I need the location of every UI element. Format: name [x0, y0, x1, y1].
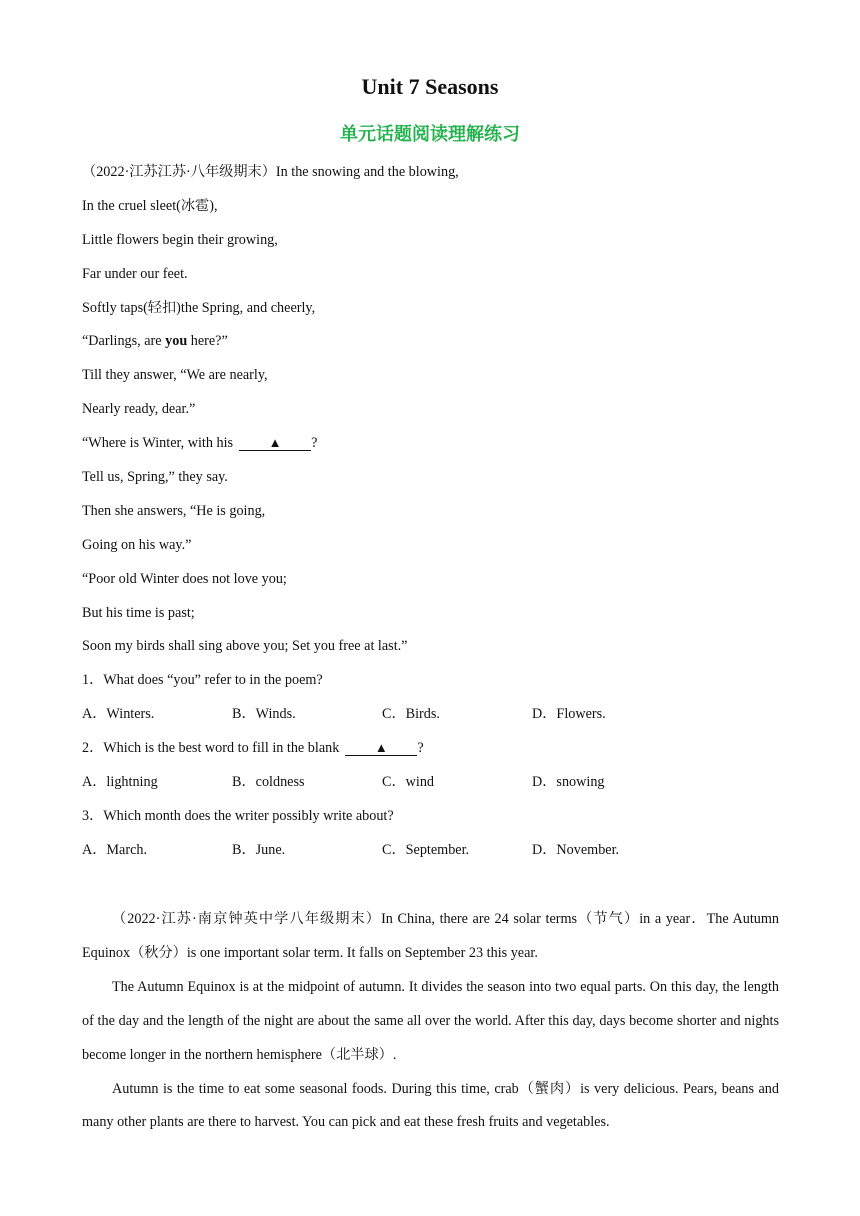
option-b: B．Winds. — [232, 706, 296, 723]
question-stem: 1．What does “you” refer to in the poem? — [82, 672, 323, 689]
poem-line: Nearly ready, dear.” — [82, 401, 196, 418]
question-options — [82, 702, 782, 736]
poem-line: Far under our feet. — [82, 265, 188, 282]
poem-line: But his time is past; — [82, 604, 195, 621]
option-d: D．Flowers. — [532, 706, 606, 723]
passage-paragraph: （2022·江苏·南京钟英中学八年级期末）In China, there are 24 solar terms（节气）in a year．The Autumn Equinox（秋分）is one important solar term. It falls on September 23 this year. — [82, 911, 779, 961]
page-subtitle: 单元话题阅读理解练习 — [340, 124, 520, 145]
passage-source: （2022·江苏·南京钟英中学八年级期末） — [112, 911, 382, 927]
option-c: C．Birds. — [382, 706, 440, 723]
poem-line: Tell us, Spring,” they say. — [82, 469, 228, 486]
poem-line: In the cruel sleet(冰雹), — [82, 197, 218, 214]
poem-line: Softly taps(轻扣)the Spring, and cheerly, — [82, 299, 316, 316]
option-d: D．snowing — [532, 774, 605, 791]
poem-line: Little flowers begin their growing, — [82, 231, 278, 248]
fill-blank: ▲ — [239, 436, 311, 451]
page-title: Unit 7 Seasons — [361, 74, 499, 99]
option-a: A．March. — [82, 841, 148, 858]
option-d: D．November. — [532, 841, 620, 858]
question-options — [82, 838, 782, 872]
emphasized-word: you — [165, 333, 188, 350]
fill-blank: ▲ — [345, 741, 417, 756]
option-a: A．Winters. — [82, 706, 155, 723]
passage-paragraph: Autumn is the time to eat some seasonal foods. During this time, crab（蟹肉）is very delicious. Pears, beans and many other plants are there to harvest. You can pick and eat these fresh fruits and vegetables. — [82, 1080, 779, 1131]
reading-passage — [82, 903, 779, 1140]
poem-line: “Poor old Winter does not love you; — [82, 570, 287, 587]
option-a: A．lightning — [82, 774, 158, 791]
passage-paragraph: The Autumn Equinox is at the midpoint of autumn. It divides the season into two equal parts. On this day, the length of the day and the length of the night are about the same all over the world. After this day, days become shorter and nights become longer in the northern hemisphere（北半球）. — [82, 978, 779, 1063]
poem-line: Till they answer, “We are nearly, — [82, 367, 268, 384]
poem-line: （2022·江苏江苏·八年级期末）In the snowing and the blowing, — [82, 164, 459, 180]
question-stem: 2．Which is the best word to fill in the blank ▲ ? — [82, 740, 424, 757]
question-stem: 3．Which month does the writer possibly write about? — [82, 807, 394, 824]
option-b: B．June. — [232, 841, 286, 858]
poem — [82, 160, 782, 872]
question-options — [82, 770, 782, 804]
option-c: C．wind — [382, 774, 435, 791]
poem-line: Soon my birds shall sing above you; Set you free at last.” — [82, 638, 408, 655]
poem-line: Going on his way.” — [82, 536, 192, 553]
poem-line: “Where is Winter, with his ▲ ? — [82, 435, 318, 452]
option-c: C．September. — [382, 841, 470, 858]
poem-line: “Darlings, are you here?” — [82, 333, 228, 350]
poem-source: （2022·江苏江苏·八年级期末） — [82, 164, 276, 180]
option-b: B．coldness — [232, 774, 305, 791]
poem-line: Then she answers, “He is going, — [82, 502, 266, 519]
